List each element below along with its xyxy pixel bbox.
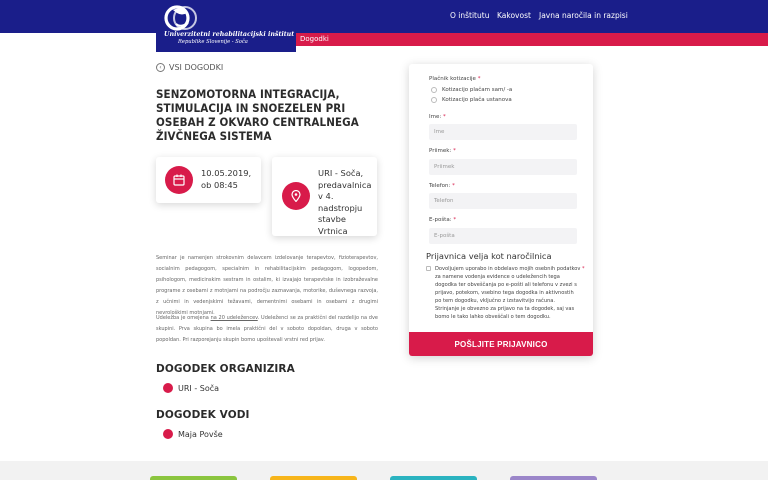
nav-link-javna-narocila[interactable]: Javna naročila in razpisi: [539, 11, 628, 20]
location-line: predavalnica: [318, 179, 372, 190]
organizer-icon: [163, 383, 173, 393]
consent-line: bomo le tako lahko obveščali o tem dogodku.: [435, 314, 551, 320]
consent-line: dogodka ter obveščanja po e-pošti ali telefonu v zvezi s: [435, 282, 577, 288]
top-navigation-bar: [0, 0, 768, 33]
location-line: URI - Soča,: [318, 168, 364, 178]
consent-line: Strinjanje je obvezno za prijavo na ta dogodek, saj vas: [435, 306, 575, 312]
participant-limit-link[interactable]: na 20 udeležencev: [210, 315, 258, 321]
event-title: SENZOMOTORNA INTEGRACIJA, STIMULACIJA IN SNOEZELEN PRI OSEBAH Z OKVARO CENTRALNEGA ŽIVČNEGA SISTEMA: [156, 87, 359, 143]
participation-text: Udeležba je omejena: [156, 315, 211, 321]
payer-option-institution[interactable]: [431, 97, 512, 103]
radio-button[interactable]: [431, 97, 437, 103]
footer-tab-green[interactable]: [150, 476, 237, 480]
logo-subtitle: Republike Slovenije - Soča: [178, 39, 248, 45]
surname-input[interactable]: Priimek: [429, 159, 577, 175]
footer-tab-teal[interactable]: [390, 476, 477, 480]
name-label: Ime: *: [429, 114, 446, 120]
phone-label: Telefon: *: [429, 183, 455, 189]
organizer-heading: DOGODEK ORGANIZIRA: [156, 363, 295, 375]
event-participation-note: [156, 313, 378, 346]
chevron-left-icon: ‹: [156, 63, 165, 72]
phone-input[interactable]: Telefon: [429, 193, 577, 209]
payer-option-label: Kotizacijo plača ustanova: [442, 97, 512, 103]
email-input[interactable]: E-pošta: [429, 228, 577, 244]
consent-line: za namene vodenja evidence o udeležencih tega: [435, 274, 560, 280]
consent-line: prijavo, potekom, vsebino tega dogodka in aktivnostih: [435, 290, 574, 296]
footer-band: [0, 461, 768, 480]
participation-text: . Udeleženci se za praktični del razdelijo na dve skupini. Prva skupina bo imela praktični del v soboto dopoldan, druga v soboto popoldan. Pri razporejanju skupin bomo upoštevali vrstni red prijav.: [156, 315, 378, 343]
logo-title: Univerzitetni rehabilitacijski inštitut: [164, 31, 295, 38]
radio-button[interactable]: [431, 87, 437, 93]
footer-tab-purple[interactable]: [510, 476, 597, 480]
required-mark: *: [582, 266, 585, 272]
event-description: Seminar je namenjen strokovnim delavcem izdelovanje terapevtov, fizioterapevtov, socialnim pedagogom, specialnim in rehabilitacijskim pedagogom, logopedom, psihologom, medicinskim sestram in ostalim, ki izvajajo terapevtske in izobraževalne programe z osebami z motnjami na področju zaznavanja, motorike, duševnega razvoja, z učnimi in vedenjskimi težavami, dementnimi osebami in osebami z drugimi nevrološkimi motnjami.: [156, 255, 378, 316]
leader-icon: [163, 429, 173, 439]
breadcrumb-dogodki[interactable]: Dogodki: [300, 35, 329, 43]
calendar-icon: [165, 166, 193, 194]
payer-option-self[interactable]: [431, 87, 512, 93]
consent-checkbox[interactable]: [426, 266, 431, 271]
footer-tab-yellow[interactable]: [270, 476, 357, 480]
email-label: E-pošta: *: [429, 217, 457, 223]
breadcrumb-bar: [296, 33, 768, 46]
map-pin-icon: [282, 182, 310, 210]
location-line: nadstropju: [318, 202, 363, 213]
organizer-row: [163, 383, 219, 393]
name-input[interactable]: Ime: [429, 124, 577, 140]
event-time: ob 08:45: [201, 179, 238, 190]
nav-link-o-institutu[interactable]: O inštitutu: [450, 11, 490, 20]
logo-symbol-icon: [164, 4, 198, 34]
consent-line: Dovoljujem uporabo in obdelavo mojih osebnih podatkov: [435, 266, 581, 272]
event-date: 10.05.2019,: [201, 168, 252, 178]
institute-logo[interactable]: [156, 0, 296, 52]
location-line: v 4.: [318, 191, 334, 201]
leader-row: [163, 429, 223, 439]
registration-form: [409, 64, 593, 356]
nav-link-kakovost[interactable]: Kakovost: [497, 11, 531, 20]
date-card: [156, 157, 261, 203]
back-label: VSI DOGODKI: [169, 63, 224, 72]
leader-heading: DOGODEK VODI: [156, 409, 250, 421]
leader-name: Maja Povše: [178, 429, 223, 439]
consent-text: [435, 265, 585, 321]
surname-label: Priimek: *: [429, 148, 456, 154]
payer-label: Plačnik kotizacije *: [429, 76, 481, 82]
consent-row: [426, 265, 586, 321]
payer-option-label: Kotizacijo plačam sam/ -a: [442, 87, 513, 93]
location-line: stavbe Vrtnica: [318, 214, 348, 236]
location-card: [272, 157, 377, 236]
consent-line: po tem dogodku, vključno z izstavitvijo računa.: [435, 298, 556, 304]
form-subheading: Prijavnica velja kot naročilnica: [426, 251, 552, 261]
submit-registration-button[interactable]: POŠLJITE PRIJAVNICO: [409, 332, 593, 356]
organizer-name: URI - Soča: [178, 383, 220, 393]
back-to-all-events-link[interactable]: [156, 63, 223, 72]
